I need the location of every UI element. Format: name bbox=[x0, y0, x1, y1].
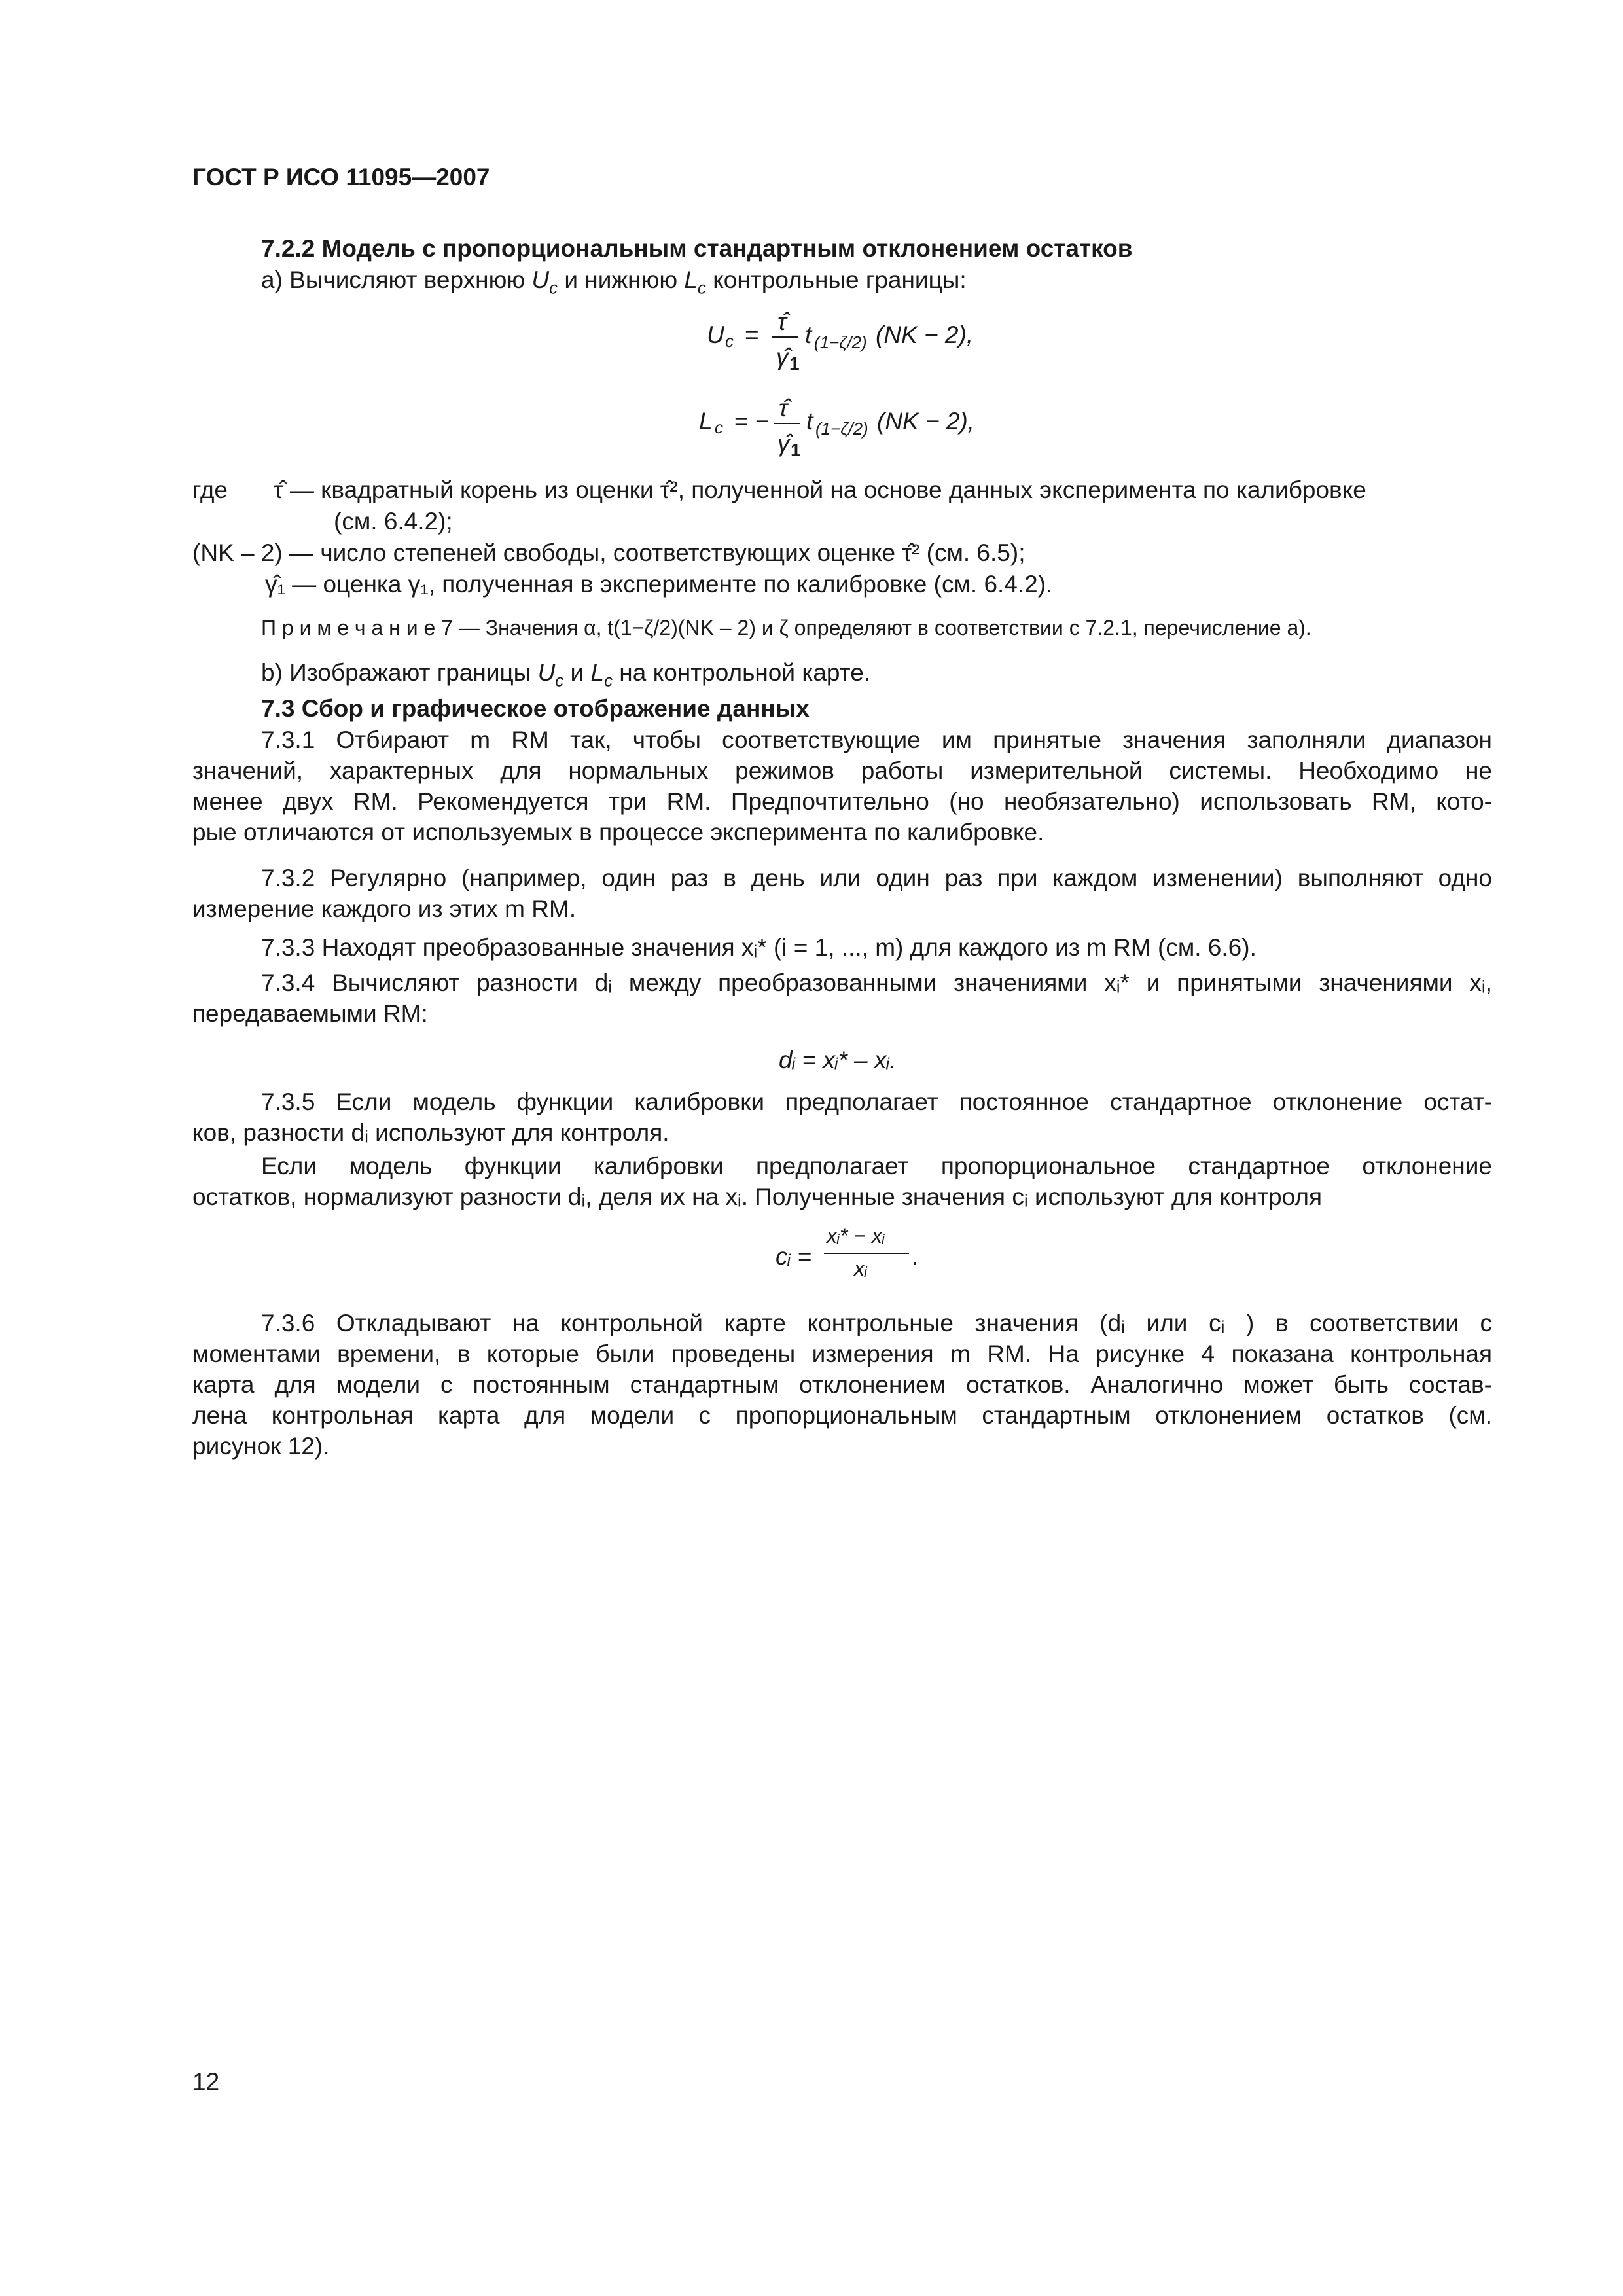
paragraph-7-3-5: 7.3.5 Если модель функции калибровки предполагает постоянное стандартное отклонение остат- ков, разности dᵢ используют для контроля. bbox=[192, 1088, 1492, 1146]
equation-difference: dᵢ = xᵢ* – xᵢ. bbox=[779, 1047, 897, 1073]
where-line-tau: τ̂ — квадратный корень из оценки τ̂², полученной на основе данных эксперимента по калибровке bbox=[274, 476, 1366, 503]
where-label: где bbox=[192, 476, 228, 503]
paragraph-7-3-6: 7.3.6 Откладывают на контрольной карте контрольные значения (dᵢ или cᵢ ) в соответствии с моментами времени, в которые были проведены измерения m RM. На рисунке 4 показана контрольная карта для модели с постоянным стандартным отклонением остатков. Аналогично может быть состав- лена контрольная карта для модели с пропорциональным стандартным отклонением остатков (см. рисунок 12). bbox=[192, 1310, 1492, 1460]
paragraph-7-3-5-cont: Если модель функции калибровки предполагает пропорциональное стандартное отклонение остатков, нормализуют разности dᵢ, деля их на xᵢ. Полученные значения cᵢ используют для контроля bbox=[192, 1153, 1492, 1210]
fraction-bar bbox=[774, 423, 800, 424]
where-line-nk: (NK – 2) — число степеней свободы, соответствующих оценке τ̂² (см. 6.5); bbox=[192, 539, 1026, 566]
item-a: а) Вычисляют верхнюю $U_c$ и нижнюю $L_c$ контрольные границы: bbox=[261, 266, 967, 298]
note-7: П р и м е ч а н и е 7 — Значения α, t(1−ζ/2)(NK – 2) и ζ определяют в соответствии с 7.2.1, перечисление а). bbox=[261, 616, 1311, 639]
equation-upper-limit: U c = τ̂ γ̂ 1 t (1−ζ/2) (NK − 2), bbox=[707, 308, 974, 374]
equation-normalized: cᵢ = xᵢ* − xᵢ xᵢ . bbox=[776, 1224, 919, 1280]
paragraph-7-3-1: 7.3.1 Отбирают m RM так, чтобы соответствующие им принятые значения заполняли диапазон значений, характерных для нормальных режимов работы измерительной системы. Необходимо не менее двух RM. Рекомендуется три RM. Предпочтительно (но необязательно) использовать RM, кото- рые отличаются от используемых в процессе эксперимента по калибровке. bbox=[192, 726, 1492, 846]
paragraph-7-3-4: 7.3.4 Вычисляют разности dᵢ между преобразованными значениями xᵢ* и принятыми значениями xᵢ, передаваемыми RM: bbox=[192, 969, 1492, 1027]
fraction-bar bbox=[824, 1253, 909, 1254]
page-number: 12 bbox=[192, 2068, 220, 2095]
equation-lower-limit: L c = − τ̂ γ̂ 1 t (1−ζ/2) (NK − 2), bbox=[699, 395, 975, 460]
paragraph-7-3-2: 7.3.2 Регулярно (например, один раз в день или один раз при каждом изменении) выполняют одно измерение каждого из этих m RM. bbox=[192, 865, 1492, 922]
where-line-tau-ref: (см. 6.4.2); bbox=[334, 508, 453, 535]
fraction-bar bbox=[772, 336, 798, 338]
where-line-gamma: γ̂₁ — оценка γ₁, полученная в эксперименте по калибровке (см. 6.4.2). bbox=[265, 571, 1053, 598]
section-heading-7-2-2: 7.2.2 Модель с пропорциональным стандартным отклонением остатков bbox=[261, 235, 1133, 262]
item-b: b) Изображают границы $U_c$ и $L_c$ на контрольной карте. bbox=[261, 659, 871, 691]
document-header: ГОСТ Р ИСО 11095—2007 bbox=[192, 164, 490, 190]
section-heading-7-3: 7.3 Сбор и графическое отображение данных bbox=[261, 695, 810, 722]
paragraph-7-3-3: 7.3.3 Находят преобразованные значения xᵢ* (i = 1, ..., m) для каждого из m RM (см. 6.6). bbox=[261, 934, 1257, 961]
